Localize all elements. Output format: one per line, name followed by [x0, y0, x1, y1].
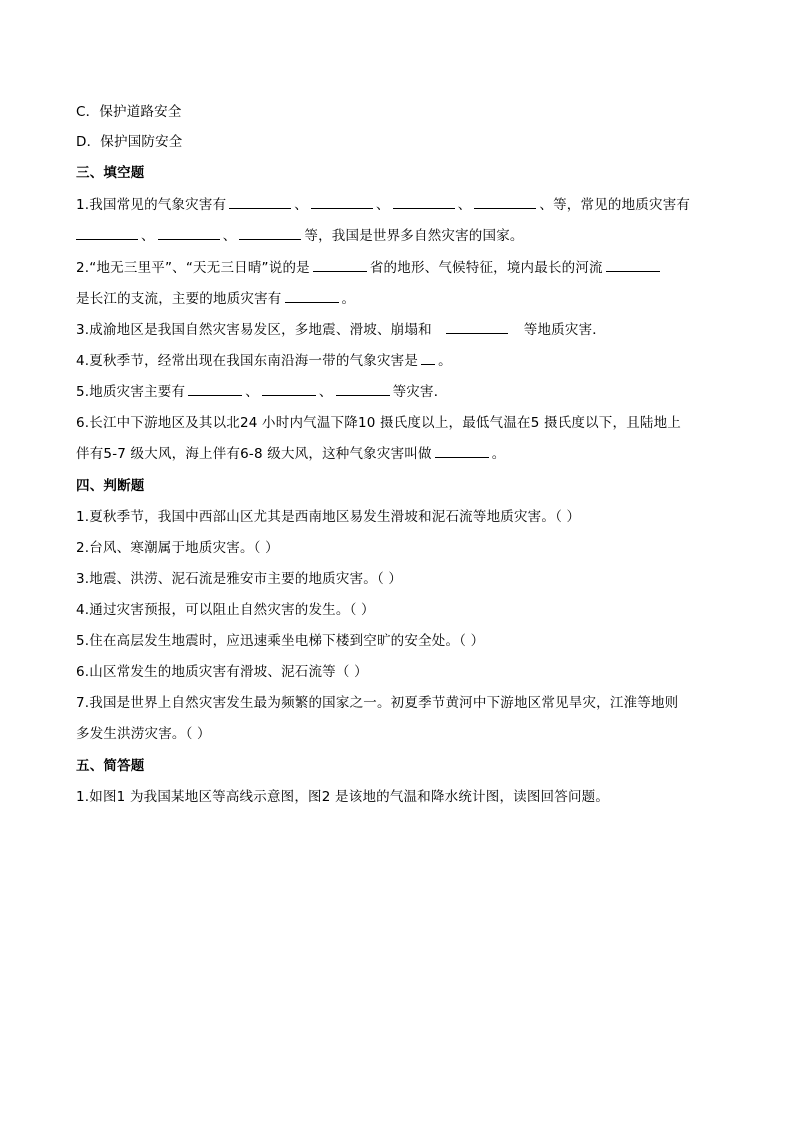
- short-answer-question-1: 1.如图1 为我国某地区等高线示意图，图2 是该地的气温和降水统计图，读图回答问题。: [76, 789, 610, 805]
- answer-blank[interactable]: [76, 226, 138, 240]
- separator: 、: [245, 384, 259, 400]
- question-text: 5.地质灾害主要有: [76, 384, 186, 400]
- question-text: 是长江的支流，主要的地质灾害有: [76, 291, 282, 307]
- judge-question-5: 5.住在高层发生地震时，应迅速乘坐电梯下楼到空旷的安全处。（ ）: [76, 633, 485, 649]
- question-text: 1.我国常见的气象灾害有: [76, 197, 227, 213]
- section-heading-true-false: 四、判断题: [76, 478, 145, 494]
- answer-blank[interactable]: [435, 444, 489, 458]
- judge-question-2: 2.台风、寒潮属于地质灾害。（ ）: [76, 540, 279, 556]
- separator: 、: [222, 228, 237, 244]
- judge-question-3: 3.地震、洪涝、泥石流是雅安市主要的地质灾害。（ ）: [76, 571, 403, 587]
- judge-question-7-line-1: 7.我国是世界上自然灾害发生最为频繁的国家之一。初夏季节黄河中下游地区常见旱灾，江淮等地则: [76, 695, 679, 711]
- fill-question-2-line-1: [76, 258, 736, 278]
- answer-blank[interactable]: [446, 320, 508, 334]
- separator: 、: [318, 384, 333, 400]
- question-text: 等，我国是世界多自然灾害的国家。: [304, 228, 524, 244]
- answer-blank[interactable]: [311, 195, 373, 209]
- answer-blank[interactable]: [188, 382, 242, 396]
- separator: 、: [141, 228, 155, 244]
- answer-blank[interactable]: [158, 226, 220, 240]
- fill-question-6-line-1: 6.长江中下游地区及其以北24 小时内气温下降10 摄氏度以上，最低气温在5 摄氏度以下，且陆地上: [76, 415, 681, 431]
- question-text: 。: [341, 291, 356, 307]
- fill-question-5: [76, 382, 736, 402]
- answer-blank[interactable]: [474, 195, 536, 209]
- answer-blank[interactable]: [239, 226, 301, 240]
- question-text: 伴有5-7 级大风，海上伴有6-8 级大风，这种气象灾害叫做: [76, 446, 432, 462]
- fill-question-3: [76, 320, 736, 340]
- fill-question-2-line-2: [76, 289, 736, 309]
- judge-question-7-line-2: 多发生洪涝灾害。（ ）: [76, 726, 211, 742]
- question-text: 。: [438, 353, 452, 369]
- fill-question-6-line-2: [76, 444, 736, 464]
- answer-blank[interactable]: [393, 195, 455, 209]
- answer-blank[interactable]: [421, 351, 435, 365]
- section-heading-fill-blank: 三、填空题: [76, 165, 145, 181]
- question-text: 省的地形、气候特征，境内最长的河流: [369, 260, 603, 276]
- question-text: 等灾害．: [392, 384, 448, 400]
- question-text: 2.“地无三里平”、“天无三日晴”说的是: [76, 260, 310, 276]
- judge-question-4: 4.通过灾害预报，可以阻止自然灾害的发生。（ ）: [76, 602, 375, 618]
- question-text: 、等，常见的地质灾害有: [539, 197, 691, 213]
- judge-question-1: 1.夏秋季节，我国中西部山区尤其是西南地区易发生滑坡和泥石流等地质灾害。（ ）: [76, 509, 581, 525]
- option-d: D．保护国防安全: [76, 134, 183, 150]
- fill-question-1-line-1: [76, 195, 736, 215]
- answer-blank[interactable]: [336, 382, 390, 396]
- separator: 、: [457, 197, 472, 213]
- answer-blank[interactable]: [285, 289, 339, 303]
- answer-blank[interactable]: [313, 258, 367, 272]
- separator: 、: [294, 197, 308, 213]
- fill-question-1-line-2: [76, 226, 736, 246]
- question-text: 4.夏秋季节，经常出现在我国东南沿海一带的气象灾害是: [76, 353, 419, 369]
- question-text: 3.成渝地区是我国自然灾害易发区，多地震、滑坡、崩塌和: [76, 322, 432, 338]
- section-heading-short-answer: 五、简答题: [76, 758, 145, 774]
- separator: 、: [375, 197, 390, 213]
- answer-blank[interactable]: [606, 258, 660, 272]
- fill-question-4: [76, 351, 736, 371]
- judge-question-6: 6.山区常发生的地质灾害有滑坡、泥石流等（ ）: [76, 664, 368, 680]
- answer-blank[interactable]: [262, 382, 316, 396]
- question-text: 等地质灾害．: [523, 322, 606, 338]
- option-c: C．保护道路安全: [76, 104, 182, 120]
- question-text: 。: [491, 446, 506, 462]
- answer-blank[interactable]: [229, 195, 291, 209]
